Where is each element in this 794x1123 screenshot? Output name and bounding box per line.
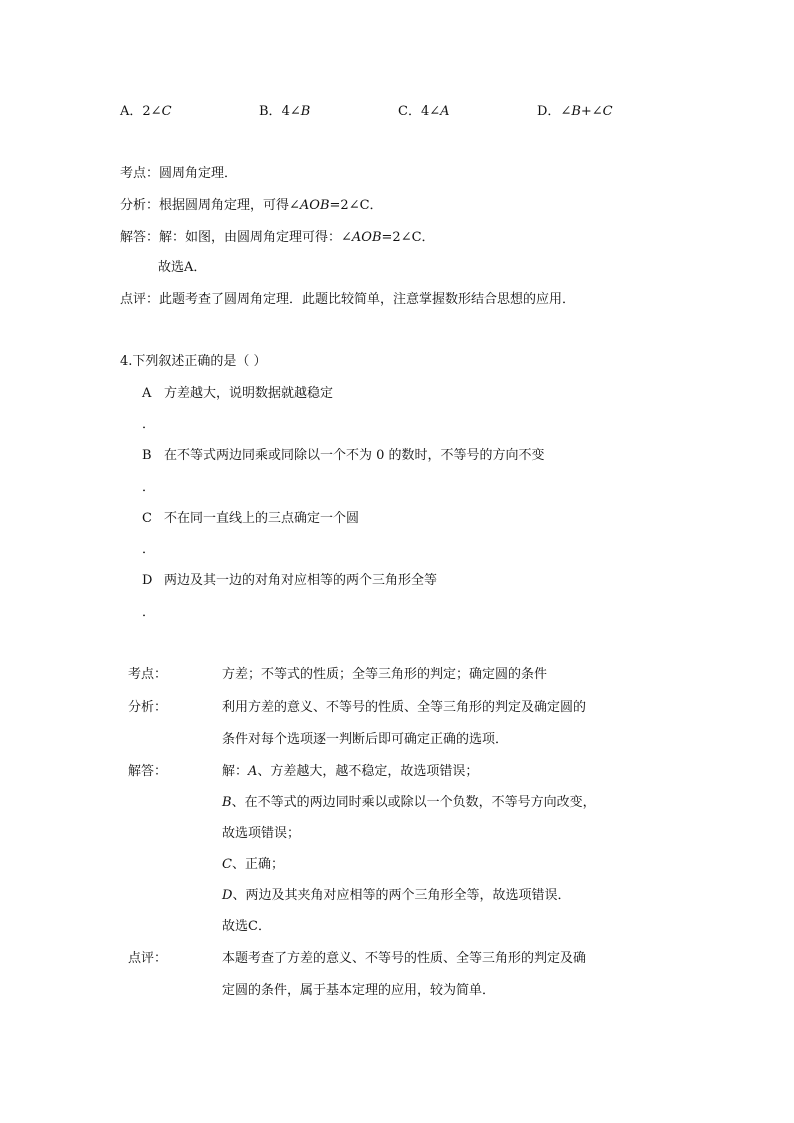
option-value-italic: ∠B+∠C xyxy=(560,104,613,119)
q4-jieda-d xyxy=(222,887,570,905)
option-value-italic: ∠C xyxy=(150,104,172,119)
fenxi-text-end: =2∠C． xyxy=(329,198,383,213)
jieda-letter: D xyxy=(222,888,233,903)
jieda-text: 、方差越大，越不稳定，故选项错误； xyxy=(257,764,479,779)
dianping-label: 点评： xyxy=(120,292,160,307)
jieda-angle: ∠AOB xyxy=(341,230,382,245)
q4-jieda-c xyxy=(222,856,284,874)
q4-choice-a-dot: ． xyxy=(142,417,156,432)
option-letter: C． xyxy=(398,104,421,119)
jieda-prefix: 解： xyxy=(222,764,249,779)
fenxi-label: 分析： xyxy=(120,198,160,213)
dianping-text: 此题考查了圆周角定理．此题比较简单，注意掌握数形结合思想的应用． xyxy=(159,292,576,307)
jieda-text: 解：如图，由圆周角定理可得： xyxy=(159,230,342,245)
kaodian-text: 圆周角定理． xyxy=(159,166,238,181)
q4-jieda-b xyxy=(222,794,596,812)
q4-jieda-a xyxy=(222,763,478,781)
q4-kaodian-label: 考点： xyxy=(128,667,168,682)
q4-choice-c-dot: ． xyxy=(142,542,156,557)
q4-fenxi-label: 分析： xyxy=(128,700,168,715)
q4-choice-a-text: 方差越大，说明数据就越稳定 xyxy=(164,386,334,401)
option-value-italic: ∠B xyxy=(289,104,311,119)
q4-fenxi-line1: 利用方差的意义、不等号的性质、全等三角形的判定及确定圆的 xyxy=(222,700,587,715)
jieda-text: 、两边及其夹角对应相等的两个三角形全等，故选项错误． xyxy=(232,888,571,903)
fenxi-text: 根据圆周角定理，可得 xyxy=(159,198,290,213)
q4-choice-b-letter: B xyxy=(142,448,152,463)
q4-jieda-final: 故选C． xyxy=(222,919,271,934)
q4-choice-b-text: 在不等式两边同乘或同除以一个不为 0 的数时，不等号的方向不变 xyxy=(164,448,545,463)
option-value: 2 xyxy=(142,104,151,119)
q4-kaodian-text: 方差；不等式的性质；全等三角形的判定；确定圆的条件 xyxy=(222,667,548,682)
jieda-letter: C xyxy=(222,857,232,872)
jieda-letter: A xyxy=(248,764,258,779)
q4-dianping-label: 点评： xyxy=(128,951,168,966)
q4-choice-a-letter: A xyxy=(142,386,152,401)
option-value: 4 xyxy=(420,104,430,119)
jieda-label: 解答： xyxy=(120,230,160,245)
option-value: 4 xyxy=(281,104,290,119)
option-letter: A． xyxy=(120,104,143,119)
q4-fenxi-line2: 条件对每个选项逐一判断后即可确定正确的选项． xyxy=(222,732,509,747)
q4-dianping-line2: 定圆的条件，属于基本定理的应用，较为简单． xyxy=(222,983,496,998)
jieda-letter: B xyxy=(222,795,232,810)
q4-choice-d-dot: ． xyxy=(142,605,156,620)
q4-dianping-line1: 本题考查了方差的意义、不等号的性质、全等三角形的判定及确 xyxy=(222,951,587,966)
q4-title: 4.下列叙述正确的是（ ） xyxy=(120,354,267,369)
q3-jieda-conclusion: 故选A． xyxy=(158,260,207,275)
option-letter: B． xyxy=(259,104,282,119)
fenxi-angle: ∠AOB xyxy=(289,198,330,213)
q4-choice-d-text: 两边及其一边的对角对应相等的两个三角形全等 xyxy=(164,573,438,588)
q4-jieda-b-line2: 故选项错误； xyxy=(222,826,301,841)
q4-choice-c-text: 不在同一直线上的三点确定一个圆 xyxy=(164,511,360,526)
q4-choice-c-letter: C xyxy=(142,511,152,526)
jieda-text: 、在不等式的两边同时乘以或除以一个负数，不等号方向改变， xyxy=(231,795,596,810)
q3-option-b xyxy=(259,103,310,121)
q4-choice-d-letter: D xyxy=(142,573,153,588)
option-letter: D． xyxy=(537,104,561,119)
q3-option-d xyxy=(537,103,613,121)
jieda-text: 、正确； xyxy=(231,857,284,872)
option-value-italic: ∠A xyxy=(429,104,450,119)
q3-option-c xyxy=(398,103,450,121)
q3-fenxi xyxy=(120,197,383,215)
q3-jieda xyxy=(120,229,435,247)
q4-jieda-label: 解答： xyxy=(128,764,168,779)
q3-dianping xyxy=(120,291,575,309)
kaodian-label: 考点： xyxy=(120,166,160,181)
q3-kaodian xyxy=(120,165,237,183)
jieda-text-end: =2∠C． xyxy=(381,230,435,245)
q4-choice-b-dot: ． xyxy=(142,480,156,495)
q3-option-a xyxy=(120,103,172,121)
